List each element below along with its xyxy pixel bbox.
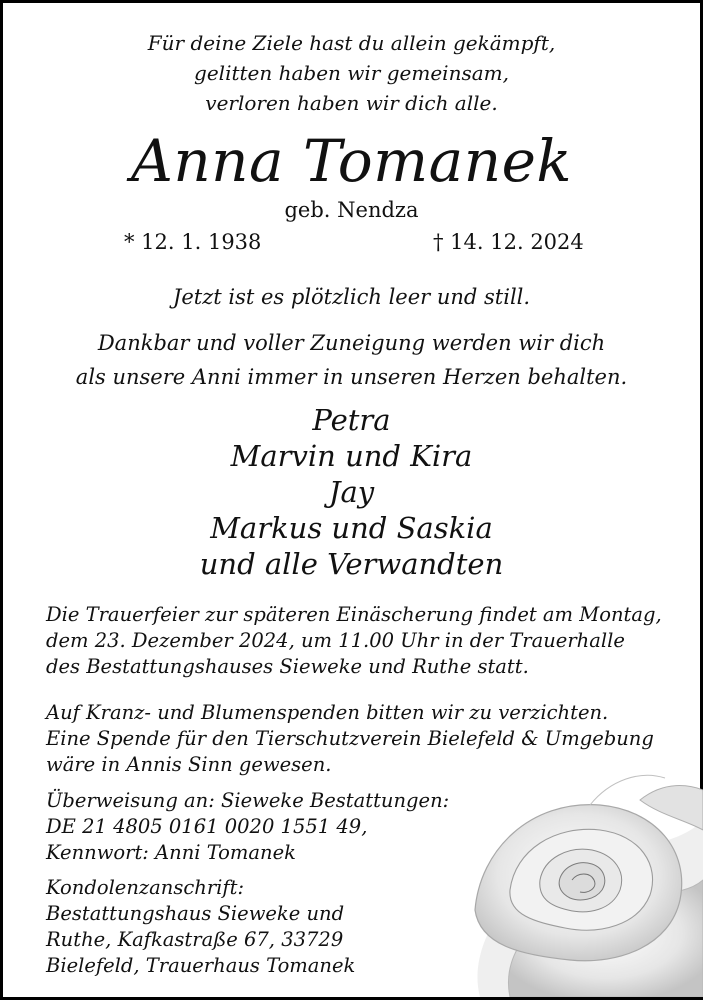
funeral-line: dem 23. Dezember 2024, um 11.00 Uhr in der Trauerhalle	[46, 629, 625, 652]
condolence-line: Bestattungshaus Sieweke und	[46, 902, 345, 925]
mourners-list	[0, 402, 703, 582]
mourner: und alle Verwandten	[199, 547, 504, 581]
bank-line: DE 21 4805 0161 0020 1551 49,	[46, 815, 368, 838]
poem-line: verloren haben wir dich alle.	[205, 91, 498, 115]
donation-line: Eine Spende für den Tierschutzverein Bielefeld & Umgebung	[46, 727, 654, 750]
death-date: † 14. 12. 2024	[433, 230, 584, 254]
donation-line: wäre in Annis Sinn gewesen.	[46, 753, 332, 776]
funeral-notice	[46, 602, 686, 680]
bank-line: Kennwort: Anni Tomanek	[46, 841, 296, 864]
rose-illustration	[440, 760, 703, 997]
mourner: Marvin und Kira	[230, 439, 473, 473]
donation-line: Auf Kranz- und Blumenspenden bitten wir zu verzichten.	[46, 701, 609, 724]
deceased-name: Anna Tomanek	[130, 127, 573, 195]
gratitude-line: als unsere Anni immer in unseren Herzen behalten.	[75, 365, 628, 389]
poem-line: Für deine Ziele hast du allein gekämpft,	[147, 31, 556, 55]
funeral-line: Die Trauerfeier zur späteren Einäscherung findet am Montag,	[46, 603, 662, 626]
quote-line: Jetzt ist es plötzlich leer und still.	[172, 285, 531, 309]
gratitude-text	[0, 326, 703, 394]
poem-line: gelitten haben wir gemeinsam,	[194, 61, 509, 85]
mourner: Petra	[312, 403, 391, 437]
funeral-line: des Bestattungshauses Sieweke und Ruthe statt.	[46, 655, 529, 678]
poem	[0, 28, 703, 118]
condolence-line: Bielefeld, Trauerhaus Tomanek	[46, 954, 356, 977]
birth-date: * 12. 1. 1938	[124, 230, 262, 254]
condolence-line: Ruthe, Kafkastraße 67, 33729	[46, 928, 344, 951]
gratitude-line: Dankbar und voller Zuneigung werden wir dich	[97, 331, 606, 355]
mourner: Jay	[328, 475, 375, 509]
bank-line: Überweisung an: Sieweke Bestattungen:	[46, 789, 450, 812]
condolence-line: Kondolenzanschrift:	[46, 876, 245, 899]
mourner: Markus und Saskia	[210, 511, 493, 545]
birth-name: geb. Nendza	[284, 198, 419, 222]
